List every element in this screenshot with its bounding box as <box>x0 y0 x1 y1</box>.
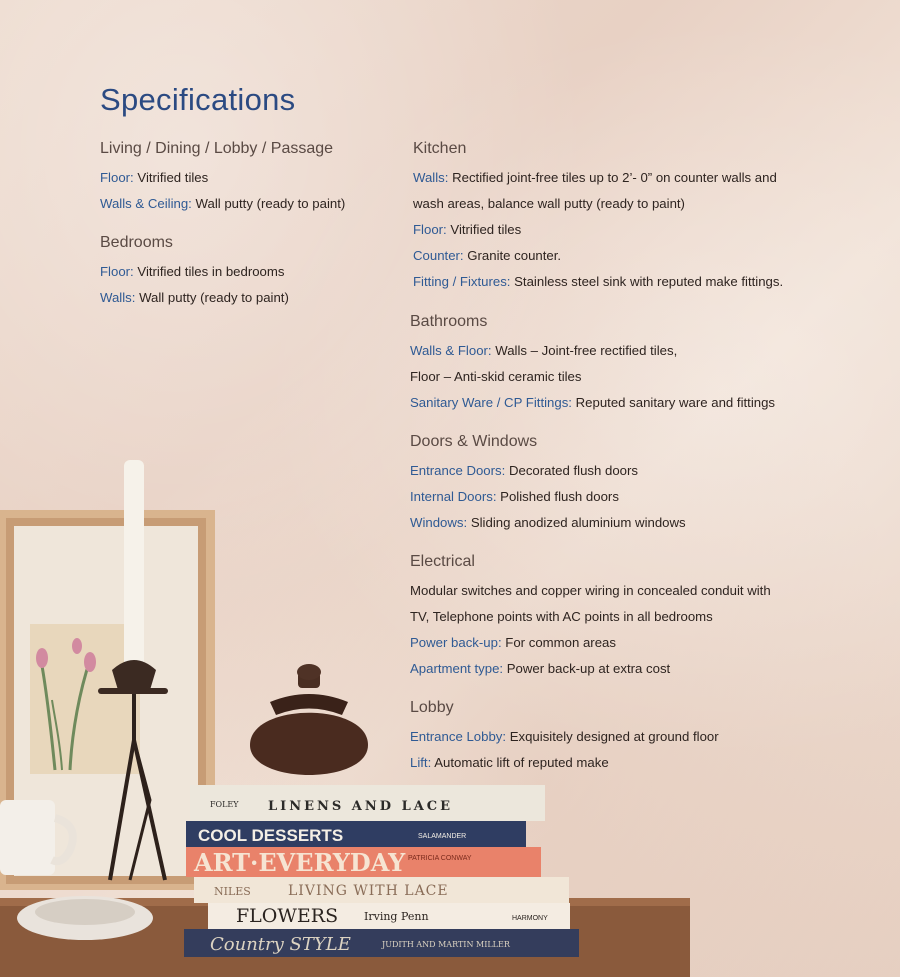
spec-line <box>413 165 783 191</box>
spec-line <box>413 191 783 217</box>
still-life-photo <box>0 440 700 977</box>
page-title: Specifications <box>100 82 296 117</box>
spec-line <box>100 165 345 191</box>
spec-value: Granite counter. <box>463 248 562 263</box>
section-heading: Bathrooms <box>410 313 488 330</box>
book-title: COOL DESSERTS <box>198 826 344 845</box>
spec-line <box>413 269 783 295</box>
book-author: NILES <box>214 885 251 898</box>
book-publisher: HARMONY <box>512 915 548 922</box>
section-heading: Electrical <box>410 553 475 570</box>
spec-key: Apartment type: <box>410 661 504 676</box>
spec-value: Sliding anodized aluminium windows <box>467 515 686 530</box>
section-bathrooms <box>410 311 775 416</box>
section-bedrooms <box>100 232 289 311</box>
spec-value: Stainless steel sink with reputed make fittings. <box>510 274 784 289</box>
spec-key: Fitting / Fixtures: <box>413 274 511 289</box>
spec-value: Decorated flush doors <box>505 463 638 478</box>
book-author: PATRICIA CONWAY <box>408 855 472 862</box>
section-heading: Living / Dining / Lobby / Passage <box>100 140 334 157</box>
spec-value: For common areas <box>501 635 616 650</box>
spec-key: Walls & Floor: <box>410 343 492 358</box>
spec-key: Counter: <box>413 248 464 263</box>
book-title: LINENS AND LACE <box>268 799 454 814</box>
book-author: FOLEY <box>210 800 239 809</box>
spec-line <box>100 191 345 217</box>
section-heading: Doors & Windows <box>410 433 538 450</box>
spec-value: Wall putty (ready to paint) <box>135 290 289 305</box>
spec-value: Vitrified tiles in bedrooms <box>133 264 285 279</box>
spec-key: Power back-up: <box>410 635 502 650</box>
spec-value: Vitrified tiles <box>446 222 522 237</box>
section-heading: Kitchen <box>413 140 467 157</box>
section-heading: Lobby <box>410 699 454 716</box>
spec-line <box>413 243 783 269</box>
section-heading: Bedrooms <box>100 234 173 251</box>
vase <box>250 664 368 775</box>
spec-value: Exquisitely designed at ground floor <box>506 729 719 744</box>
spec-line <box>413 217 783 243</box>
spec-line <box>410 390 775 416</box>
spec-line <box>100 259 289 285</box>
spec-line <box>410 338 775 364</box>
section-living <box>100 138 345 217</box>
book-author: Irving Penn <box>364 910 429 923</box>
spec-key: Entrance Lobby: <box>410 729 507 744</box>
spec-value: Modular switches and copper wiring in concealed conduit with <box>410 583 771 598</box>
spec-key: Walls: <box>413 170 449 185</box>
spec-value: wash areas, balance wall putty (ready to paint) <box>413 196 685 211</box>
spec-value: Power back-up at extra cost <box>503 661 671 676</box>
spec-key: Floor: <box>413 222 447 237</box>
spec-key: Lift: <box>410 755 432 770</box>
spec-value: Rectified joint-free tiles up to 2’- 0” on counter walls and <box>448 170 777 185</box>
book-publisher: SALAMANDER <box>418 833 467 840</box>
section-kitchen <box>413 138 783 295</box>
book-stack <box>184 785 579 957</box>
spec-value: Polished flush doors <box>496 489 619 504</box>
spec-value: TV, Telephone points with AC points in all bedrooms <box>410 609 713 624</box>
book-title: FLOWERS <box>236 905 339 927</box>
spec-value: Automatic lift of reputed make <box>431 755 609 770</box>
spec-value: Vitrified tiles <box>133 170 209 185</box>
spec-value: Reputed sanitary ware and fittings <box>571 395 776 410</box>
spec-value: Walls – Joint-free rectified tiles, <box>491 343 678 358</box>
spec-key: Internal Doors: <box>410 489 497 504</box>
spec-line <box>410 364 775 390</box>
spec-key: Entrance Doors: <box>410 463 506 478</box>
book-title: ART·EVERYDAY <box>194 848 406 877</box>
spec-key: Walls: <box>100 290 136 305</box>
spec-key: Floor: <box>100 170 134 185</box>
spec-key: Floor: <box>100 264 134 279</box>
spec-key: Sanitary Ware / CP Fittings: <box>410 395 572 410</box>
book-title: Country STYLE <box>210 934 351 955</box>
spec-value: Wall putty (ready to paint) <box>191 196 346 211</box>
spec-line <box>100 285 289 311</box>
book-author: JUDITH AND MARTIN MILLER <box>382 940 510 949</box>
spec-value: Floor – Anti-skid ceramic tiles <box>410 369 582 384</box>
spec-key: Windows: <box>410 515 468 530</box>
book-title: LIVING WITH LACE <box>288 883 449 899</box>
spec-key: Walls & Ceiling: <box>100 196 192 211</box>
